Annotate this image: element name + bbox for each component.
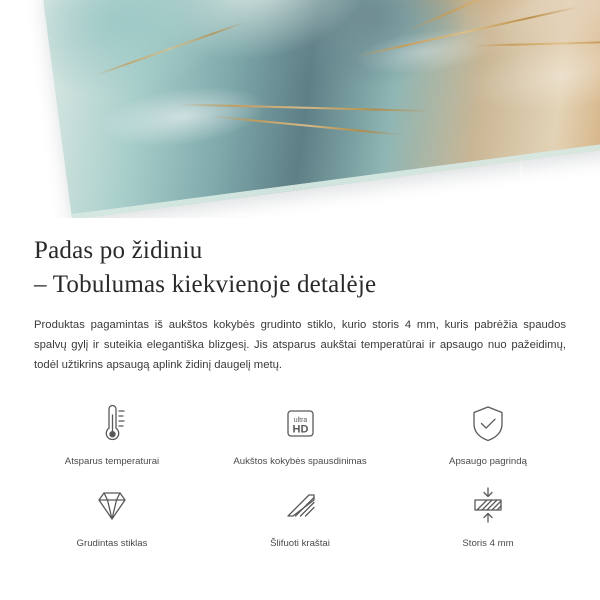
page-title-line-2: – Tobulumas kiekvienoje detalėje: [34, 270, 377, 298]
gold-vein: [95, 21, 246, 76]
feature-label: Apsaugo pagrindą: [449, 456, 527, 468]
hero-image: [0, 0, 600, 218]
ultra-hd-icon: [278, 401, 322, 447]
page-title-line-1: Padas po židiniu: [34, 237, 203, 264]
marble-glass-panel-photo: [42, 0, 600, 218]
gold-vein: [406, 0, 590, 32]
feature-item-tempered-glass: [18, 483, 206, 550]
thickness-icon: [466, 483, 510, 529]
diamond-icon: [89, 483, 135, 529]
gold-vein: [212, 115, 401, 135]
feature-item-protects-surface: [394, 401, 582, 468]
svg-text:ultra: ultra: [293, 417, 308, 425]
page-title: [34, 234, 566, 301]
text-content: [0, 218, 600, 375]
sparkle-icon: [534, 186, 568, 218]
feature-item-temperature-resistant: [18, 401, 206, 468]
shield-check-icon: [467, 401, 509, 447]
feature-label: Atsparus temperaturai: [64, 456, 160, 468]
feature-item-polished-edges: [206, 483, 394, 550]
feature-item-thickness: [394, 483, 582, 550]
svg-text:HD: HD: [292, 423, 309, 436]
gold-vein: [473, 40, 600, 46]
gold-vein: [353, 6, 578, 58]
gold-vein: [179, 103, 429, 112]
feature-label: Storis 4 mm: [462, 537, 514, 549]
polished-edges-icon: [278, 483, 322, 529]
feature-label: Grudintas stiklas: [76, 537, 148, 549]
product-description-paragraph: Produktas pagamintas iš aukštos kokybės grudinto stiklo, kurio storis 4 mm, kuris pabrėžia spaudos spalvų gylį ir suteikia elegantiška blizgesį. Jis atsparus aukštai temperatūrai ir apsaugo nuo pažeidimų, todėl užtikrins apsaugą aplink židinį daugelį metų.: [34, 319, 566, 372]
feature-label: Šlifuoti kraštai: [270, 537, 330, 549]
sparkle-icon: [494, 156, 548, 210]
thermometer-icon: [92, 401, 132, 447]
feature-grid: [0, 397, 600, 550]
feature-label: Aukštos kokybės spausdinimas: [233, 456, 367, 468]
feature-item-high-quality-print: [206, 401, 394, 468]
